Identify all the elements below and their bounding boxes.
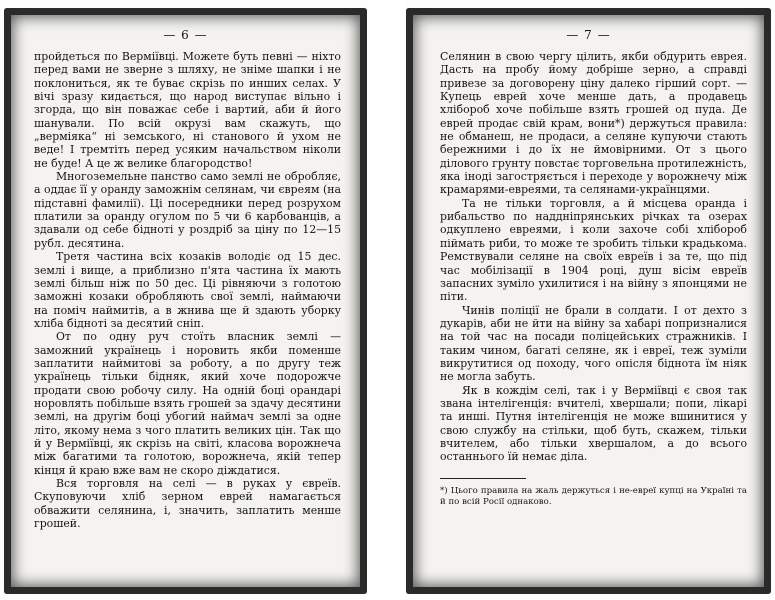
footnote-separator (440, 478, 526, 479)
paragraph: Вся торговля на селі — в руках у євреїв. Скуповуючи хліб зерном еврей намагається обважити селянина, і, значить, заплатить менше грошей. (34, 477, 341, 531)
gutter (367, 0, 406, 600)
footnote: *) Цього правила на жаль держуться і не-евреї купці на Україні та й по всій Росії однаково. (440, 486, 747, 507)
page-body (34, 50, 341, 530)
page-body (440, 50, 747, 464)
right-page (406, 8, 771, 594)
page-number: — 6 — (163, 28, 208, 42)
paragraph: Як в кождім селі, так і у Верміївці є своя так звана інтелігенція: вчителі, хвершали; попи, лікарі та инші. Путня інтелігенція не може вшинитися у свою службу на стільки, щоб буть, скажем, тільки вчителем, або тільки хвершалом, а до всього останнього їй немає діла. (440, 383, 747, 464)
paragraph: пройдеться по Верміївці. Можете буть певні — ніхто перед вами не зверне з шляху, не зніме шапки і не поклониться, як те буває скрізь по инших селах. У вічі зразу кидається, що народ виступає вільно і згорда, що він поважає себе і вартий, аби й його шанували. По всій окрузі вам скажуть, що „верміяка“ ні земського, ні станового й ухом не веде! І тремтіть перед усяким начальством ніколи не буде! А це ж велике благородство! (34, 50, 341, 170)
paragraph: Селянин в свою чергу цілить, якби обдурить еврея. Дасть на пробу йому добріше зерно, а справді привезе за договорену ціну далеко гірший сорт. — Купець еврей хоче менше дать, а продавець хлібороб хоче побільше взять грошей од пуда. Де еврей продає свій крам, вони*) держуться правила: не обманеш, не продаси, а селяне купуючи стають бережними і до їх не ймовірними. От з цього ділового грунту повстає торговельна протилежність, яка іноді загостряється і переходе у ворожнечу між крамарями-евреями, та селянами-українцями. (440, 50, 747, 197)
page-number: — 7 — (566, 28, 611, 42)
paragraph: Чинів поліції не брали в солдати. І от дехто з дукарів, аби не йти на війну за хабарі попризналися на той час на посади поліцейських стражників. І таким чином, багаті селяне, як і евреї, теж зуміли викрутитися од походу, чого опісля біднота їм ніяк не могла забуть. (440, 303, 747, 384)
left-page (4, 8, 367, 594)
paragraph: От по одну руч стоїть власник землі — заможний українець і норовить якби поменше заплатити наймитові за роботу, а по другу теж українець тільки бідняк, який хоче подорожче продати свою робочу силу. На одній боці орандарі норовлять побільше взять грошей за здачу десятини землі, на другім боці убогий наймач землі за одне літо, якому нема з чого платить великих цін. Так що й у Верміївці, як скрізь на світі, класова ворожнеча між багатими та голотою, ворожнеча, якій тепер кінця й краю вже вам не скоро діждатися. (34, 330, 341, 477)
paragraph: Та не тільки торговля, а й місцева оранда і рибальство по наддніпрянських річках та озерах одкуплено евреями, і коли захоче собі хлібороб піймать риби, то може те зробить тільки крадькома. Ремствували селяне на своїх евреїв і за те, що під час мобілізації в 1904 році, душ вісім евреїв запасних зуміло ухилитися і на війну з японцями не піти. (440, 196, 747, 304)
paragraph: Третя частина всіх козаків володіє од 15 дес. землі і вище, а приблизно п'ята частина їх мають землі більш ніж по 50 дес. Ці рівняючи з голотою заможні козаки обробляють свої землі, наймаючи на поміч наймитів, а в жнива ще й здають уборку хліба бідноті за десятий сніп. (34, 250, 341, 330)
paragraph: Многоземельне панство само землі не обробляє, а оддає її у оранду заможнім селянам, чи євреям (на підставні фамилії). Ці посередники перед розрухом платили за оранду огулом по 5 чи 6 карбованців, а здавали од себе бідноті у роздріб за ціну по 12—15 рубл. десятина. (34, 170, 341, 250)
